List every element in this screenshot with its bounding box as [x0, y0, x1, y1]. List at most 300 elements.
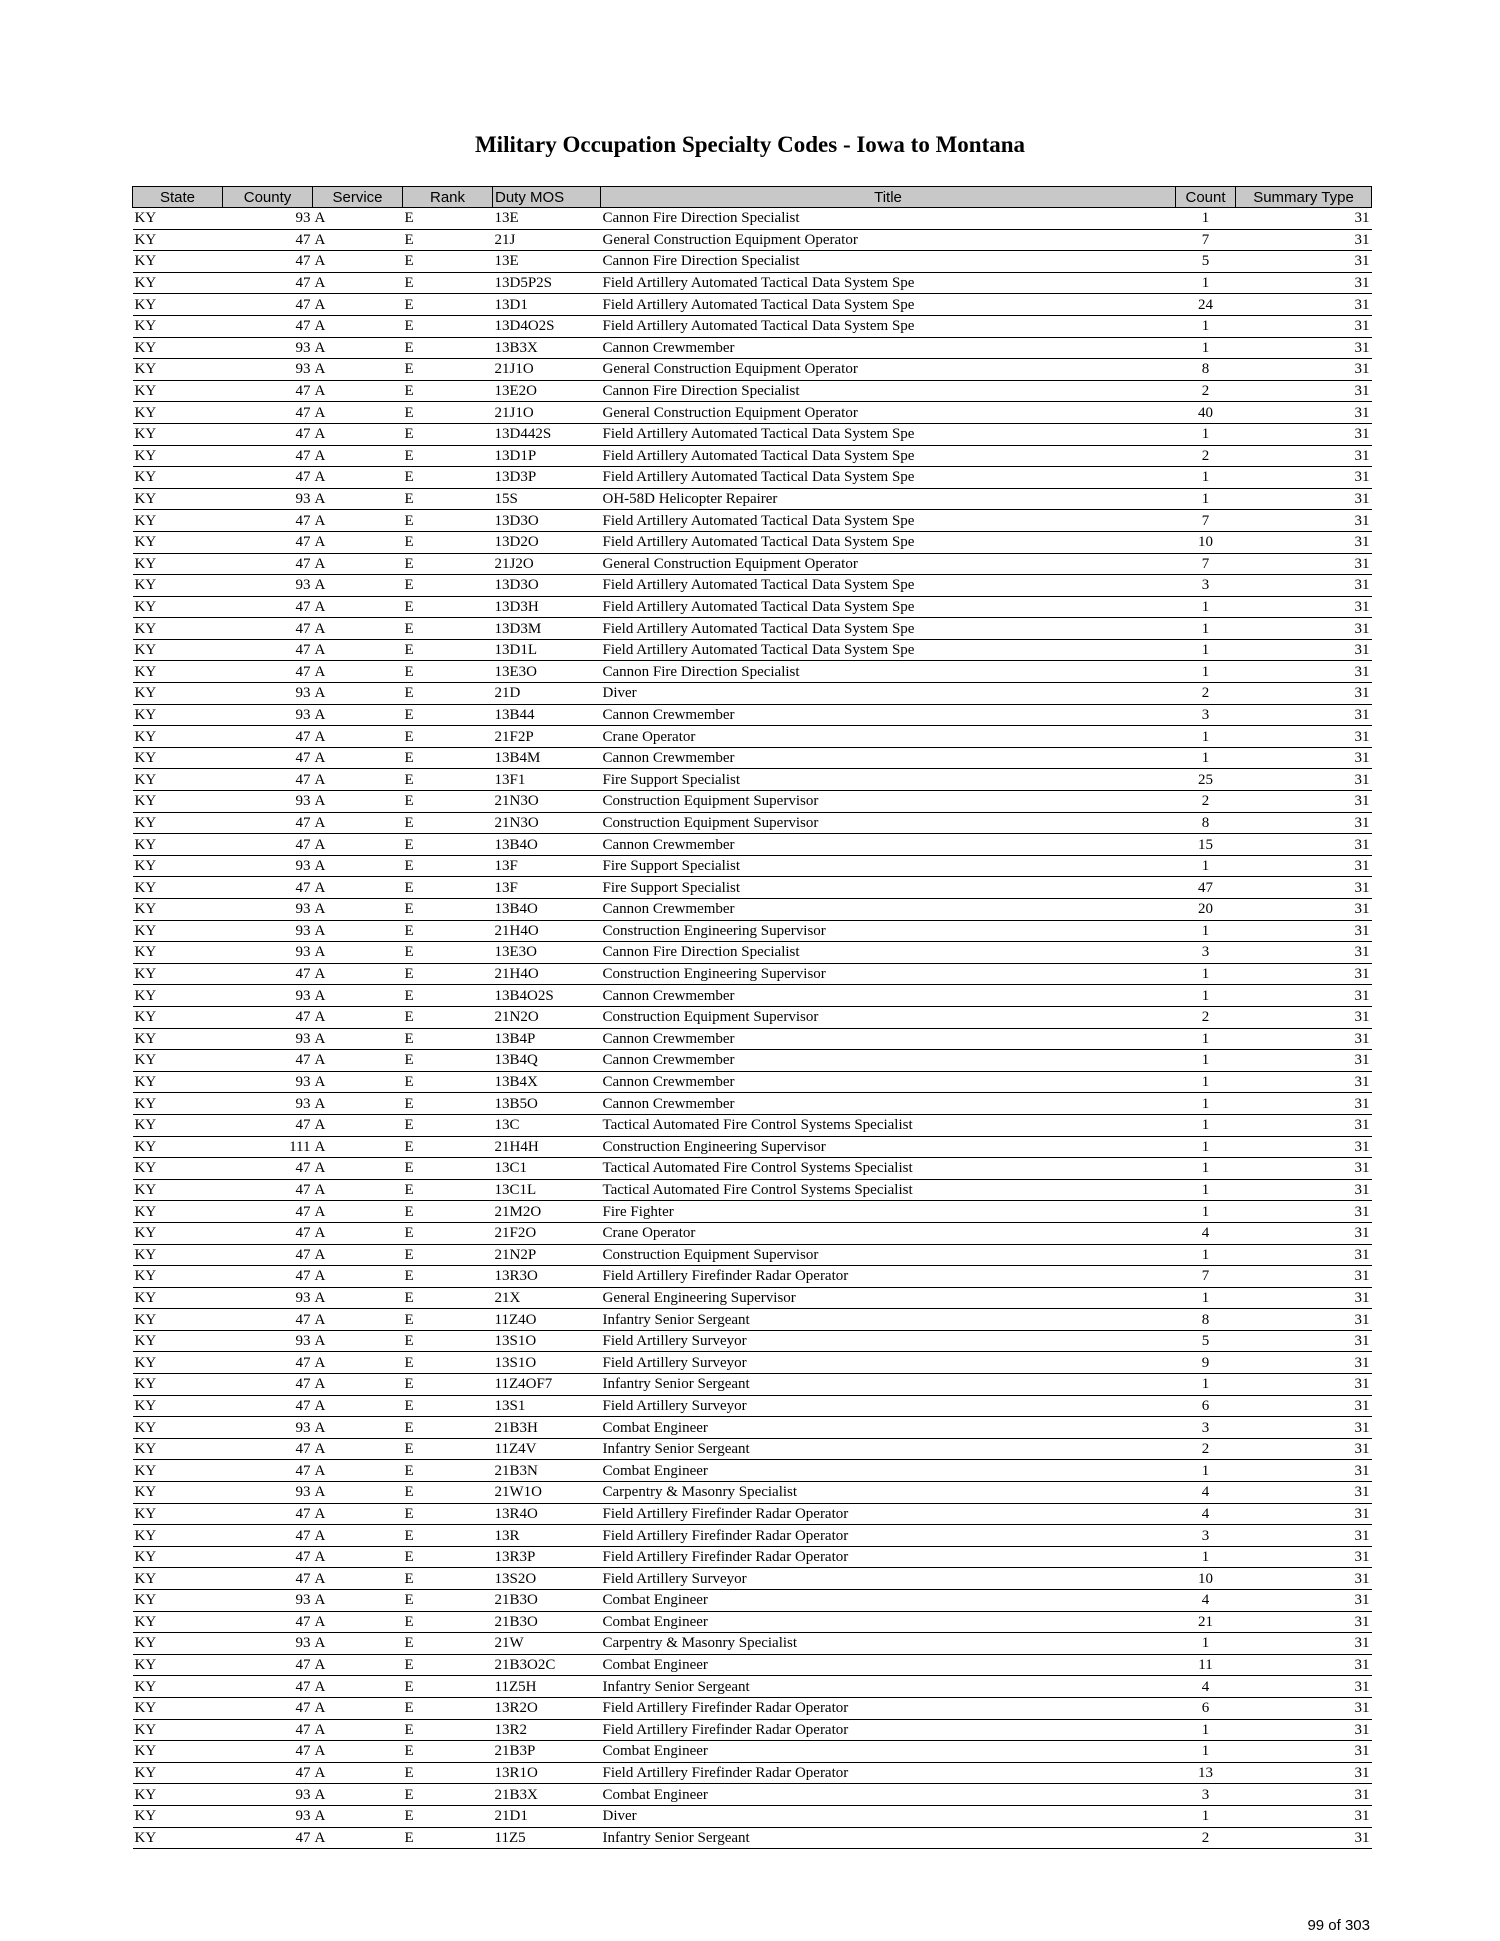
cell-service: A: [313, 380, 403, 402]
cell-service: A: [313, 1762, 403, 1784]
cell-county: 47: [223, 251, 313, 273]
cell-title: Construction Engineering Supervisor: [601, 963, 1176, 985]
cell-title: Field Artillery Firefinder Radar Operator: [601, 1266, 1176, 1288]
cell-service: A: [313, 1352, 403, 1374]
cell-rank: E: [403, 661, 493, 683]
cell-state: KY: [133, 1114, 223, 1136]
cell-summary-type: 31: [1236, 812, 1372, 834]
cell-rank: E: [403, 1179, 493, 1201]
cell-service: A: [313, 1438, 403, 1460]
cell-count: 1: [1176, 1028, 1236, 1050]
cell-state: KY: [133, 963, 223, 985]
cell-title: Cannon Crewmember: [601, 834, 1176, 856]
cell-duty-mos: 13D2O: [493, 531, 601, 553]
cell-count: 1: [1176, 488, 1236, 510]
cell-count: 1: [1176, 1201, 1236, 1223]
cell-service: A: [313, 1330, 403, 1352]
cell-title: Infantry Senior Sergeant: [601, 1309, 1176, 1331]
cell-state: KY: [133, 1352, 223, 1374]
cell-count: 1: [1176, 467, 1236, 489]
cell-count: 6: [1176, 1697, 1236, 1719]
cell-summary-type: 31: [1236, 488, 1372, 510]
cell-title: Infantry Senior Sergeant: [601, 1438, 1176, 1460]
cell-title: Fire Fighter: [601, 1201, 1176, 1223]
cell-summary-type: 31: [1236, 510, 1372, 532]
table-row: [133, 575, 1372, 597]
cell-service: A: [313, 423, 403, 445]
cell-state: KY: [133, 1006, 223, 1028]
cell-summary-type: 31: [1236, 251, 1372, 273]
cell-service: A: [313, 1568, 403, 1590]
cell-state: KY: [133, 1611, 223, 1633]
table-row: [133, 553, 1372, 575]
cell-service: A: [313, 704, 403, 726]
table-row: [133, 1179, 1372, 1201]
cell-rank: E: [403, 1805, 493, 1827]
cell-county: 47: [223, 1309, 313, 1331]
cell-duty-mos: 13B4O: [493, 899, 601, 921]
cell-duty-mos: 13B4O: [493, 834, 601, 856]
table-row: [133, 272, 1372, 294]
cell-service: A: [313, 402, 403, 424]
cell-county: 47: [223, 1179, 313, 1201]
cell-title: Cannon Fire Direction Specialist: [601, 251, 1176, 273]
cell-summary-type: 31: [1236, 1201, 1372, 1223]
cell-summary-type: 31: [1236, 229, 1372, 251]
cell-count: 1: [1176, 618, 1236, 640]
cell-rank: E: [403, 553, 493, 575]
cell-count: 1: [1176, 747, 1236, 769]
table-row: [133, 1352, 1372, 1374]
cell-county: 93: [223, 1784, 313, 1806]
cell-duty-mos: 21D1: [493, 1805, 601, 1827]
cell-duty-mos: 13B4P: [493, 1028, 601, 1050]
cell-service: A: [313, 1719, 403, 1741]
cell-state: KY: [133, 1244, 223, 1266]
cell-summary-type: 31: [1236, 747, 1372, 769]
cell-summary-type: 31: [1236, 704, 1372, 726]
cell-count: 1: [1176, 726, 1236, 748]
cell-state: KY: [133, 812, 223, 834]
cell-county: 47: [223, 553, 313, 575]
cell-service: A: [313, 1633, 403, 1655]
cell-state: KY: [133, 1309, 223, 1331]
cell-duty-mos: 13D1L: [493, 639, 601, 661]
table-row: [133, 1482, 1372, 1504]
cell-rank: E: [403, 359, 493, 381]
cell-count: 1: [1176, 1244, 1236, 1266]
cell-service: A: [313, 726, 403, 748]
cell-title: OH-58D Helicopter Repairer: [601, 488, 1176, 510]
cell-service: A: [313, 683, 403, 705]
table-row: [133, 920, 1372, 942]
cell-state: KY: [133, 1546, 223, 1568]
cell-count: 1: [1176, 1741, 1236, 1763]
cell-title: Field Artillery Automated Tactical Data System Spe: [601, 423, 1176, 445]
cell-service: A: [313, 445, 403, 467]
cell-summary-type: 31: [1236, 899, 1372, 921]
cell-count: 1: [1176, 423, 1236, 445]
table-row: [133, 1525, 1372, 1547]
cell-rank: E: [403, 380, 493, 402]
cell-duty-mos: 13D1P: [493, 445, 601, 467]
cell-summary-type: 31: [1236, 877, 1372, 899]
cell-count: 8: [1176, 812, 1236, 834]
cell-duty-mos: 13D3M: [493, 618, 601, 640]
cell-state: KY: [133, 747, 223, 769]
cell-service: A: [313, 272, 403, 294]
cell-state: KY: [133, 251, 223, 273]
cell-rank: E: [403, 272, 493, 294]
cell-duty-mos: 13B5O: [493, 1093, 601, 1115]
cell-service: A: [313, 575, 403, 597]
cell-duty-mos: 15S: [493, 488, 601, 510]
column-header-summary-type: Summary Type: [1236, 187, 1372, 208]
cell-count: 7: [1176, 1266, 1236, 1288]
cell-rank: E: [403, 791, 493, 813]
cell-service: A: [313, 1287, 403, 1309]
cell-summary-type: 31: [1236, 920, 1372, 942]
cell-rank: E: [403, 1287, 493, 1309]
cell-rank: E: [403, 337, 493, 359]
cell-duty-mos: 13B4Q: [493, 1050, 601, 1072]
cell-county: 47: [223, 596, 313, 618]
cell-count: 1: [1176, 1093, 1236, 1115]
cell-service: A: [313, 1201, 403, 1223]
cell-summary-type: 31: [1236, 423, 1372, 445]
cell-rank: E: [403, 1568, 493, 1590]
cell-title: Carpentry & Masonry Specialist: [601, 1633, 1176, 1655]
cell-title: Infantry Senior Sergeant: [601, 1374, 1176, 1396]
cell-state: KY: [133, 208, 223, 230]
cell-duty-mos: 13R3P: [493, 1546, 601, 1568]
cell-count: 2: [1176, 683, 1236, 705]
cell-rank: E: [403, 251, 493, 273]
table-row: [133, 294, 1372, 316]
cell-service: A: [313, 942, 403, 964]
table-row: [133, 1093, 1372, 1115]
cell-state: KY: [133, 531, 223, 553]
cell-state: KY: [133, 402, 223, 424]
cell-county: 47: [223, 1741, 313, 1763]
cell-summary-type: 31: [1236, 942, 1372, 964]
table-row: [133, 661, 1372, 683]
cell-rank: E: [403, 229, 493, 251]
cell-count: 4: [1176, 1590, 1236, 1612]
cell-rank: E: [403, 963, 493, 985]
cell-title: Cannon Crewmember: [601, 1093, 1176, 1115]
cell-rank: E: [403, 683, 493, 705]
cell-title: Field Artillery Firefinder Radar Operator: [601, 1719, 1176, 1741]
cell-duty-mos: 21B3N: [493, 1460, 601, 1482]
cell-service: A: [313, 359, 403, 381]
cell-state: KY: [133, 1028, 223, 1050]
table-row: [133, 1697, 1372, 1719]
cell-title: Fire Support Specialist: [601, 855, 1176, 877]
cell-title: Field Artillery Firefinder Radar Operator: [601, 1697, 1176, 1719]
table-row: [133, 1136, 1372, 1158]
cell-service: A: [313, 596, 403, 618]
column-header-county: County: [223, 187, 313, 208]
cell-count: 40: [1176, 402, 1236, 424]
cell-count: 1: [1176, 1546, 1236, 1568]
cell-county: 47: [223, 272, 313, 294]
cell-count: 3: [1176, 942, 1236, 964]
cell-service: A: [313, 208, 403, 230]
cell-county: 93: [223, 1330, 313, 1352]
cell-state: KY: [133, 1784, 223, 1806]
table-row: [133, 531, 1372, 553]
cell-county: 47: [223, 1114, 313, 1136]
cell-rank: E: [403, 467, 493, 489]
cell-duty-mos: 13D3O: [493, 510, 601, 532]
cell-service: A: [313, 639, 403, 661]
cell-duty-mos: 21N2P: [493, 1244, 601, 1266]
cell-county: 47: [223, 1352, 313, 1374]
cell-title: Field Artillery Firefinder Radar Operator: [601, 1503, 1176, 1525]
cell-count: 1: [1176, 963, 1236, 985]
cell-service: A: [313, 1093, 403, 1115]
cell-state: KY: [133, 1438, 223, 1460]
cell-summary-type: 31: [1236, 1805, 1372, 1827]
table-row: [133, 1546, 1372, 1568]
cell-duty-mos: 13D4O2S: [493, 315, 601, 337]
cell-service: A: [313, 1546, 403, 1568]
cell-title: General Engineering Supervisor: [601, 1287, 1176, 1309]
table-row: [133, 1395, 1372, 1417]
cell-state: KY: [133, 510, 223, 532]
table-row: [133, 1568, 1372, 1590]
cell-state: KY: [133, 942, 223, 964]
cell-title: Field Artillery Automated Tactical Data System Spe: [601, 272, 1176, 294]
cell-service: A: [313, 618, 403, 640]
cell-rank: E: [403, 1719, 493, 1741]
cell-duty-mos: 21J1O: [493, 359, 601, 381]
cell-title: Fire Support Specialist: [601, 877, 1176, 899]
table-row: [133, 1676, 1372, 1698]
cell-count: 1: [1176, 855, 1236, 877]
cell-title: Carpentry & Masonry Specialist: [601, 1482, 1176, 1504]
cell-duty-mos: 13D442S: [493, 423, 601, 445]
table-row: [133, 1827, 1372, 1849]
cell-duty-mos: 21W: [493, 1633, 601, 1655]
cell-rank: E: [403, 1266, 493, 1288]
cell-rank: E: [403, 488, 493, 510]
cell-state: KY: [133, 1179, 223, 1201]
cell-duty-mos: 13S2O: [493, 1568, 601, 1590]
table-row: [133, 726, 1372, 748]
cell-rank: E: [403, 1006, 493, 1028]
table-row: [133, 1050, 1372, 1072]
table-row: [133, 510, 1372, 532]
cell-summary-type: 31: [1236, 1417, 1372, 1439]
cell-rank: E: [403, 639, 493, 661]
column-header-duty-mos: Duty MOS: [493, 187, 601, 208]
cell-count: 1: [1176, 1114, 1236, 1136]
column-header-count: Count: [1176, 187, 1236, 208]
cell-count: 8: [1176, 1309, 1236, 1331]
cell-rank: E: [403, 294, 493, 316]
cell-service: A: [313, 1395, 403, 1417]
cell-state: KY: [133, 1330, 223, 1352]
cell-service: A: [313, 488, 403, 510]
table-row: [133, 1654, 1372, 1676]
cell-rank: E: [403, 1676, 493, 1698]
cell-duty-mos: 13R: [493, 1525, 601, 1547]
cell-rank: E: [403, 747, 493, 769]
cell-title: Combat Engineer: [601, 1784, 1176, 1806]
cell-title: Cannon Fire Direction Specialist: [601, 208, 1176, 230]
cell-duty-mos: 11Z4O: [493, 1309, 601, 1331]
cell-county: 47: [223, 445, 313, 467]
cell-state: KY: [133, 1395, 223, 1417]
cell-count: 6: [1176, 1395, 1236, 1417]
cell-service: A: [313, 985, 403, 1007]
cell-state: KY: [133, 1741, 223, 1763]
cell-county: 93: [223, 1287, 313, 1309]
table-row: [133, 1028, 1372, 1050]
cell-county: 111: [223, 1136, 313, 1158]
cell-county: 47: [223, 1374, 313, 1396]
cell-summary-type: 31: [1236, 661, 1372, 683]
cell-summary-type: 31: [1236, 1460, 1372, 1482]
cell-county: 93: [223, 899, 313, 921]
cell-summary-type: 31: [1236, 1287, 1372, 1309]
cell-state: KY: [133, 985, 223, 1007]
cell-duty-mos: 13E2O: [493, 380, 601, 402]
cell-county: 47: [223, 1006, 313, 1028]
cell-rank: E: [403, 1071, 493, 1093]
cell-state: KY: [133, 1417, 223, 1439]
table-row: [133, 1114, 1372, 1136]
cell-service: A: [313, 531, 403, 553]
cell-state: KY: [133, 294, 223, 316]
cell-duty-mos: 21B3P: [493, 1741, 601, 1763]
cell-service: A: [313, 1784, 403, 1806]
cell-count: 1: [1176, 661, 1236, 683]
cell-state: KY: [133, 1222, 223, 1244]
cell-count: 13: [1176, 1762, 1236, 1784]
cell-summary-type: 31: [1236, 380, 1372, 402]
cell-county: 93: [223, 985, 313, 1007]
cell-title: Cannon Crewmember: [601, 1050, 1176, 1072]
cell-summary-type: 31: [1236, 1438, 1372, 1460]
cell-county: 47: [223, 1546, 313, 1568]
cell-county: 47: [223, 1719, 313, 1741]
cell-state: KY: [133, 855, 223, 877]
column-header-rank: Rank: [403, 187, 493, 208]
cell-service: A: [313, 1590, 403, 1612]
table-row: [133, 596, 1372, 618]
cell-service: A: [313, 1697, 403, 1719]
table-row: [133, 704, 1372, 726]
page-number: 99 of 303: [1307, 1917, 1370, 1934]
table-row: [133, 1590, 1372, 1612]
cell-count: 4: [1176, 1482, 1236, 1504]
cell-service: A: [313, 1827, 403, 1849]
cell-summary-type: 31: [1236, 575, 1372, 597]
cell-state: KY: [133, 359, 223, 381]
cell-rank: E: [403, 531, 493, 553]
cell-rank: E: [403, 510, 493, 532]
cell-service: A: [313, 834, 403, 856]
cell-state: KY: [133, 488, 223, 510]
cell-rank: E: [403, 618, 493, 640]
cell-count: 1: [1176, 208, 1236, 230]
cell-service: A: [313, 899, 403, 921]
cell-duty-mos: 13R1O: [493, 1762, 601, 1784]
cell-duty-mos: 13F1: [493, 769, 601, 791]
table-row: [133, 315, 1372, 337]
cell-count: 1: [1176, 315, 1236, 337]
cell-service: A: [313, 1266, 403, 1288]
cell-summary-type: 31: [1236, 445, 1372, 467]
cell-count: 7: [1176, 229, 1236, 251]
table-row: [133, 1309, 1372, 1331]
cell-rank: E: [403, 1395, 493, 1417]
cell-state: KY: [133, 337, 223, 359]
table-row: [133, 380, 1372, 402]
cell-service: A: [313, 963, 403, 985]
cell-title: Field Artillery Automated Tactical Data System Spe: [601, 531, 1176, 553]
cell-rank: E: [403, 1028, 493, 1050]
cell-rank: E: [403, 1611, 493, 1633]
cell-count: 2: [1176, 380, 1236, 402]
cell-title: Cannon Fire Direction Specialist: [601, 942, 1176, 964]
cell-state: KY: [133, 683, 223, 705]
cell-summary-type: 31: [1236, 769, 1372, 791]
cell-title: Field Artillery Automated Tactical Data System Spe: [601, 596, 1176, 618]
cell-summary-type: 31: [1236, 1546, 1372, 1568]
cell-service: A: [313, 747, 403, 769]
cell-service: A: [313, 1676, 403, 1698]
table-row: [133, 1762, 1372, 1784]
cell-summary-type: 31: [1236, 726, 1372, 748]
cell-service: A: [313, 812, 403, 834]
cell-rank: E: [403, 1503, 493, 1525]
cell-title: Combat Engineer: [601, 1654, 1176, 1676]
cell-rank: E: [403, 1093, 493, 1115]
cell-service: A: [313, 510, 403, 532]
cell-rank: E: [403, 1201, 493, 1223]
cell-state: KY: [133, 1266, 223, 1288]
cell-summary-type: 31: [1236, 1071, 1372, 1093]
cell-county: 47: [223, 1676, 313, 1698]
cell-state: KY: [133, 899, 223, 921]
cell-county: 47: [223, 1438, 313, 1460]
column-header-title: Title: [601, 187, 1176, 208]
cell-count: 2: [1176, 1438, 1236, 1460]
cell-duty-mos: 13C: [493, 1114, 601, 1136]
cell-count: 1: [1176, 985, 1236, 1007]
cell-count: 1: [1176, 337, 1236, 359]
cell-rank: E: [403, 1158, 493, 1180]
cell-county: 93: [223, 1633, 313, 1655]
cell-duty-mos: 13D3O: [493, 575, 601, 597]
cell-county: 93: [223, 1093, 313, 1115]
cell-rank: E: [403, 1136, 493, 1158]
cell-summary-type: 31: [1236, 683, 1372, 705]
cell-county: 93: [223, 359, 313, 381]
cell-service: A: [313, 1611, 403, 1633]
cell-service: A: [313, 1309, 403, 1331]
cell-rank: E: [403, 1417, 493, 1439]
cell-count: 5: [1176, 251, 1236, 273]
table-row: [133, 1417, 1372, 1439]
cell-title: Field Artillery Automated Tactical Data System Spe: [601, 639, 1176, 661]
cell-rank: E: [403, 596, 493, 618]
cell-state: KY: [133, 704, 223, 726]
